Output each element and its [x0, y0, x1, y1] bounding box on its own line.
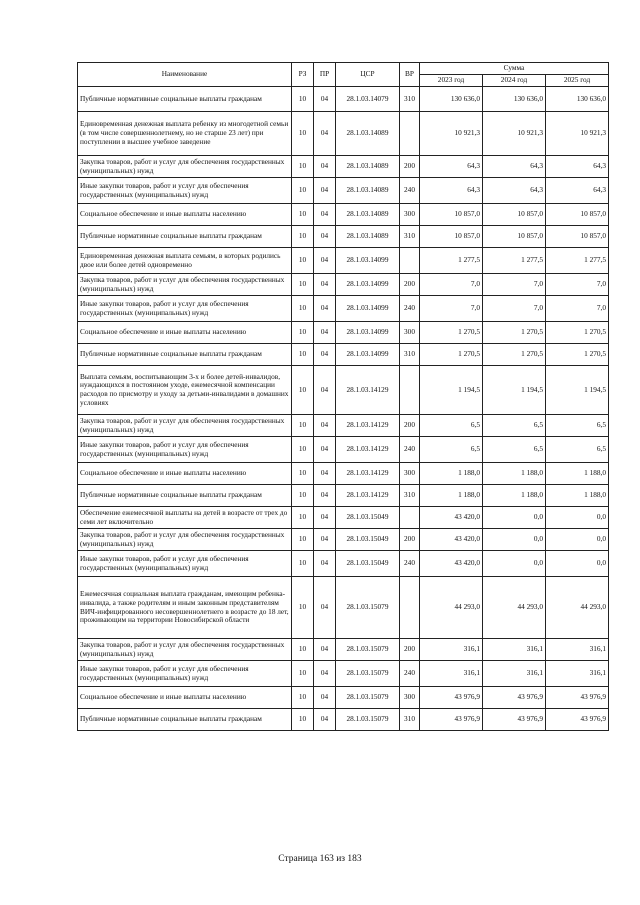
row-vr: 200	[400, 274, 420, 296]
row-csr: 28.1.03.14129	[336, 437, 400, 463]
row-vr	[400, 577, 420, 639]
table-row	[78, 463, 609, 485]
row-2023: 1 270,5	[420, 344, 483, 366]
row-2024: 6,5	[483, 437, 546, 463]
row-csr: 28.1.03.14099	[336, 296, 400, 322]
table-row	[78, 437, 609, 463]
row-csr: 28.1.03.15049	[336, 551, 400, 577]
row-name: Публичные нормативные социальные выплаты гражданам	[78, 709, 292, 731]
row-pr: 04	[314, 274, 336, 296]
row-2024: 130 636,0	[483, 87, 546, 112]
row-2024: 1 188,0	[483, 463, 546, 485]
row-name: Публичные нормативные социальные выплаты гражданам	[78, 485, 292, 507]
row-name: Ежемесячная социальная выплата гражданам, имеющим ребенка-инвалида, а также родителям и иным законным представителям ВИЧ-инфицированного несовершеннолетнего в возрасте до 18 лет, проживающим на территории Новосибирской области	[78, 577, 292, 639]
header-rz: РЗ	[292, 63, 314, 87]
row-csr: 28.1.03.14099	[336, 274, 400, 296]
row-vr	[400, 112, 420, 156]
row-2025: 1 188,0	[546, 463, 609, 485]
row-rz: 10	[292, 639, 314, 661]
table-row	[78, 507, 609, 529]
row-2023: 6,5	[420, 437, 483, 463]
row-2024: 1 277,5	[483, 248, 546, 274]
row-name: Публичные нормативные социальные выплаты гражданам	[78, 87, 292, 112]
row-2025: 130 636,0	[546, 87, 609, 112]
table-row	[78, 248, 609, 274]
table-row	[78, 415, 609, 437]
row-name: Обеспечение ежемесячной выплаты на детей в возрасте от трех до семи лет включительно	[78, 507, 292, 529]
table-row	[78, 344, 609, 366]
row-csr: 28.1.03.14079	[336, 87, 400, 112]
row-vr: 240	[400, 296, 420, 322]
row-name: Публичные нормативные социальные выплаты гражданам	[78, 344, 292, 366]
row-name: Иные закупки товаров, работ и услуг для обеспечения государственных (муниципальных) нужд	[78, 551, 292, 577]
header-vr: ВР	[400, 63, 420, 87]
row-2023: 1 194,5	[420, 366, 483, 415]
row-rz: 10	[292, 463, 314, 485]
table-row	[78, 529, 609, 551]
row-2025: 10 921,3	[546, 112, 609, 156]
header-year-2024: 2024 год	[483, 75, 546, 87]
row-vr: 240	[400, 661, 420, 687]
row-rz: 10	[292, 661, 314, 687]
row-csr: 28.1.03.14129	[336, 366, 400, 415]
table-row	[78, 178, 609, 204]
row-pr: 04	[314, 112, 336, 156]
row-2024: 64,3	[483, 156, 546, 178]
row-name: Социальное обеспечение и иные выплаты населению	[78, 687, 292, 709]
row-csr: 28.1.03.15079	[336, 709, 400, 731]
page-number: Страница 163 из 183	[278, 854, 362, 864]
budget-table	[77, 62, 609, 731]
row-2024: 1 194,5	[483, 366, 546, 415]
row-2023: 1 277,5	[420, 248, 483, 274]
row-vr: 200	[400, 156, 420, 178]
row-name: Иные закупки товаров, работ и услуг для обеспечения государственных (муниципальных) нужд	[78, 661, 292, 687]
row-2023: 7,0	[420, 274, 483, 296]
row-2023: 1 188,0	[420, 485, 483, 507]
row-csr: 28.1.03.14089	[336, 178, 400, 204]
row-name: Иные закупки товаров, работ и услуг для обеспечения государственных (муниципальных) нужд	[78, 437, 292, 463]
row-2023: 44 293,0	[420, 577, 483, 639]
table-row	[78, 87, 609, 112]
row-vr: 240	[400, 178, 420, 204]
row-2023: 43 420,0	[420, 507, 483, 529]
row-pr: 04	[314, 156, 336, 178]
row-2025: 1 188,0	[546, 485, 609, 507]
row-csr: 28.1.03.15049	[336, 529, 400, 551]
row-csr: 28.1.03.14089	[336, 156, 400, 178]
table-row	[78, 226, 609, 248]
row-vr: 200	[400, 415, 420, 437]
table-row	[78, 639, 609, 661]
row-2023: 10 857,0	[420, 226, 483, 248]
row-2024: 10 921,3	[483, 112, 546, 156]
row-pr: 04	[314, 204, 336, 226]
row-pr: 04	[314, 709, 336, 731]
row-name: Выплата семьям, воспитывающим 3-х и более детей-инвалидов, нуждающихся в постоянном уходе, ежемесячной компенсации расходов по присмотру и уходу за детьми-инвалидами в домашних условиях	[78, 366, 292, 415]
row-2024: 0,0	[483, 507, 546, 529]
row-pr: 04	[314, 178, 336, 204]
row-vr: 310	[400, 87, 420, 112]
row-name: Иные закупки товаров, работ и услуг для обеспечения государственных (муниципальных) нужд	[78, 178, 292, 204]
row-rz: 10	[292, 87, 314, 112]
row-2025: 316,1	[546, 661, 609, 687]
row-pr: 04	[314, 87, 336, 112]
row-csr: 28.1.03.14129	[336, 485, 400, 507]
row-2025: 0,0	[546, 507, 609, 529]
row-pr: 04	[314, 661, 336, 687]
row-pr: 04	[314, 687, 336, 709]
row-name: Социальное обеспечение и иные выплаты населению	[78, 463, 292, 485]
row-csr: 28.1.03.14129	[336, 463, 400, 485]
row-name: Закупка товаров, работ и услуг для обеспечения государственных (муниципальных) нужд	[78, 639, 292, 661]
row-2024: 7,0	[483, 296, 546, 322]
table-row	[78, 687, 609, 709]
row-rz: 10	[292, 226, 314, 248]
row-csr: 28.1.03.14129	[336, 415, 400, 437]
row-2023: 7,0	[420, 296, 483, 322]
row-csr: 28.1.03.14099	[336, 344, 400, 366]
row-2024: 1 270,5	[483, 344, 546, 366]
row-rz: 10	[292, 529, 314, 551]
row-2024: 10 857,0	[483, 204, 546, 226]
row-name: Закупка товаров, работ и услуг для обеспечения государственных (муниципальных) нужд	[78, 274, 292, 296]
row-vr: 240	[400, 437, 420, 463]
row-2025: 64,3	[546, 178, 609, 204]
row-2024: 6,5	[483, 415, 546, 437]
table-body	[78, 87, 609, 731]
row-2024: 316,1	[483, 639, 546, 661]
table-row	[78, 274, 609, 296]
table-row	[78, 551, 609, 577]
row-2023: 6,5	[420, 415, 483, 437]
row-rz: 10	[292, 248, 314, 274]
row-2024: 1 188,0	[483, 485, 546, 507]
row-csr: 28.1.03.14089	[336, 112, 400, 156]
row-pr: 04	[314, 485, 336, 507]
row-2023: 64,3	[420, 178, 483, 204]
row-pr: 04	[314, 463, 336, 485]
row-2023: 43 420,0	[420, 529, 483, 551]
row-pr: 04	[314, 507, 336, 529]
table-row	[78, 485, 609, 507]
row-vr: 240	[400, 551, 420, 577]
row-2025: 0,0	[546, 529, 609, 551]
row-vr: 300	[400, 463, 420, 485]
row-pr: 04	[314, 248, 336, 274]
row-2024: 64,3	[483, 178, 546, 204]
row-2025: 6,5	[546, 415, 609, 437]
row-pr: 04	[314, 437, 336, 463]
row-name: Иные закупки товаров, работ и услуг для обеспечения государственных (муниципальных) нужд	[78, 296, 292, 322]
row-csr: 28.1.03.15079	[336, 661, 400, 687]
row-name: Единовременная денежная выплата ребенку из многодетной семьи (в том числе совершеннолетнему, но не старше 23 лет) при поступлении в высшее учебное заведение	[78, 112, 292, 156]
row-csr: 28.1.03.15079	[336, 577, 400, 639]
row-2025: 7,0	[546, 296, 609, 322]
row-2023: 1 270,5	[420, 322, 483, 344]
row-vr: 300	[400, 322, 420, 344]
row-2023: 43 976,9	[420, 709, 483, 731]
row-csr: 28.1.03.14099	[336, 322, 400, 344]
row-2024: 0,0	[483, 551, 546, 577]
row-2025: 1 270,5	[546, 344, 609, 366]
row-pr: 04	[314, 226, 336, 248]
row-2025: 10 857,0	[546, 204, 609, 226]
table-row	[78, 577, 609, 639]
table-row	[78, 322, 609, 344]
row-2023: 10 921,3	[420, 112, 483, 156]
row-rz: 10	[292, 274, 314, 296]
table-row	[78, 112, 609, 156]
row-rz: 10	[292, 485, 314, 507]
header-sum: Сумма	[420, 63, 609, 75]
row-csr: 28.1.03.14089	[336, 226, 400, 248]
row-vr: 310	[400, 485, 420, 507]
row-rz: 10	[292, 204, 314, 226]
row-2024: 7,0	[483, 274, 546, 296]
row-2025: 43 976,9	[546, 687, 609, 709]
row-pr: 04	[314, 296, 336, 322]
row-pr: 04	[314, 577, 336, 639]
row-vr: 310	[400, 709, 420, 731]
row-2025: 1 270,5	[546, 322, 609, 344]
row-vr	[400, 366, 420, 415]
row-2023: 130 636,0	[420, 87, 483, 112]
row-name: Социальное обеспечение и иные выплаты населению	[78, 204, 292, 226]
row-2023: 316,1	[420, 661, 483, 687]
header-year-2025: 2025 год	[546, 75, 609, 87]
row-rz: 10	[292, 415, 314, 437]
row-vr: 300	[400, 687, 420, 709]
row-vr: 310	[400, 226, 420, 248]
row-2025: 7,0	[546, 274, 609, 296]
row-2025: 10 857,0	[546, 226, 609, 248]
row-pr: 04	[314, 322, 336, 344]
row-name: Закупка товаров, работ и услуг для обеспечения государственных (муниципальных) нужд	[78, 415, 292, 437]
row-2023: 316,1	[420, 639, 483, 661]
row-2025: 44 293,0	[546, 577, 609, 639]
row-rz: 10	[292, 551, 314, 577]
row-vr: 310	[400, 344, 420, 366]
row-rz: 10	[292, 112, 314, 156]
row-vr: 200	[400, 529, 420, 551]
row-csr: 28.1.03.15049	[336, 507, 400, 529]
row-2024: 43 976,9	[483, 709, 546, 731]
row-2023: 64,3	[420, 156, 483, 178]
row-csr: 28.1.03.15079	[336, 639, 400, 661]
row-csr: 28.1.03.14089	[336, 204, 400, 226]
table-row	[78, 156, 609, 178]
row-rz: 10	[292, 296, 314, 322]
row-csr: 28.1.03.14099	[336, 248, 400, 274]
row-vr: 200	[400, 639, 420, 661]
row-2023: 10 857,0	[420, 204, 483, 226]
row-pr: 04	[314, 639, 336, 661]
row-2023: 1 188,0	[420, 463, 483, 485]
row-name: Закупка товаров, работ и услуг для обеспечения государственных (муниципальных) нужд	[78, 529, 292, 551]
table-row	[78, 366, 609, 415]
row-rz: 10	[292, 507, 314, 529]
row-2025: 1 277,5	[546, 248, 609, 274]
row-rz: 10	[292, 344, 314, 366]
row-2023: 43 976,9	[420, 687, 483, 709]
row-2025: 0,0	[546, 551, 609, 577]
table-row	[78, 296, 609, 322]
row-2024: 316,1	[483, 661, 546, 687]
row-pr: 04	[314, 551, 336, 577]
row-vr	[400, 507, 420, 529]
row-2025: 43 976,9	[546, 709, 609, 731]
row-name: Единовременная денежная выплата семьям, в которых родились двое или более детей одновременно	[78, 248, 292, 274]
row-2025: 1 194,5	[546, 366, 609, 415]
row-rz: 10	[292, 687, 314, 709]
row-pr: 04	[314, 529, 336, 551]
row-name: Публичные нормативные социальные выплаты гражданам	[78, 226, 292, 248]
row-rz: 10	[292, 366, 314, 415]
header-pr: ПР	[314, 63, 336, 87]
row-2024: 44 293,0	[483, 577, 546, 639]
row-pr: 04	[314, 344, 336, 366]
row-pr: 04	[314, 366, 336, 415]
table-row	[78, 204, 609, 226]
row-2023: 43 420,0	[420, 551, 483, 577]
row-rz: 10	[292, 577, 314, 639]
row-2025: 6,5	[546, 437, 609, 463]
table-row	[78, 661, 609, 687]
row-2024: 1 270,5	[483, 322, 546, 344]
row-name: Закупка товаров, работ и услуг для обеспечения государственных (муниципальных) нужд	[78, 156, 292, 178]
row-2024: 10 857,0	[483, 226, 546, 248]
header-csr: ЦСР	[336, 63, 400, 87]
table-row	[78, 709, 609, 731]
row-2025: 316,1	[546, 639, 609, 661]
row-2024: 43 976,9	[483, 687, 546, 709]
row-2024: 0,0	[483, 529, 546, 551]
row-rz: 10	[292, 437, 314, 463]
row-rz: 10	[292, 156, 314, 178]
row-vr: 300	[400, 204, 420, 226]
row-2025: 64,3	[546, 156, 609, 178]
row-vr	[400, 248, 420, 274]
row-rz: 10	[292, 178, 314, 204]
row-pr: 04	[314, 415, 336, 437]
header-name: Наименование	[78, 63, 292, 87]
row-rz: 10	[292, 322, 314, 344]
row-rz: 10	[292, 709, 314, 731]
row-csr: 28.1.03.15079	[336, 687, 400, 709]
row-name: Социальное обеспечение и иные выплаты населению	[78, 322, 292, 344]
header-year-2023: 2023 год	[420, 75, 483, 87]
